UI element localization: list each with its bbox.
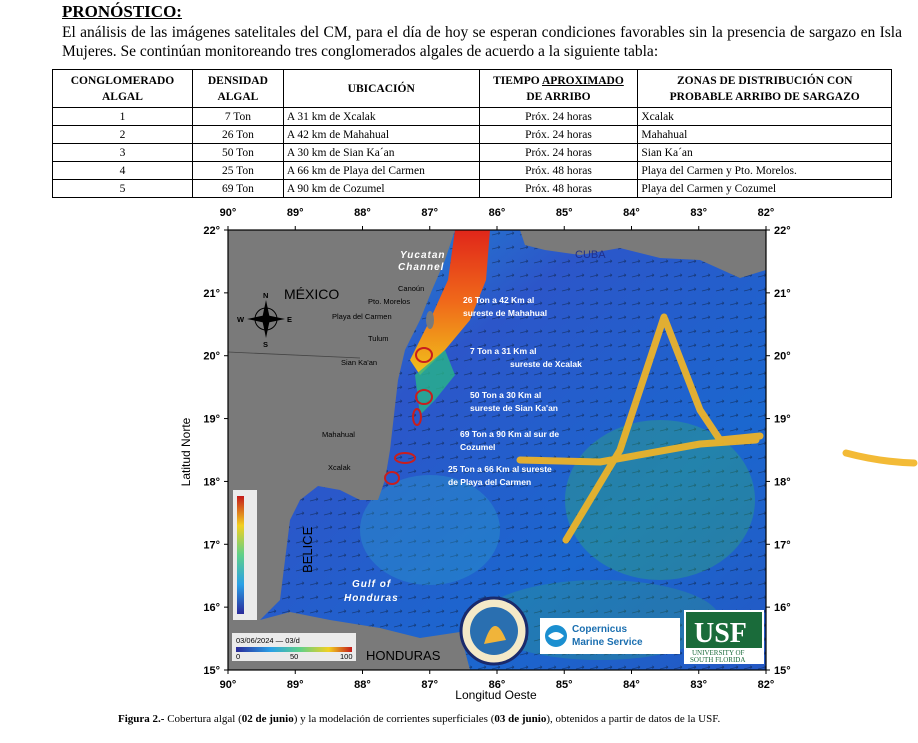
cell-time: Próx. 48 horas <box>479 180 638 198</box>
annotation-1-line2: de Playa del Carmen <box>448 477 532 487</box>
annotation-2-line2: Cozumel <box>460 442 496 452</box>
compass-e: E <box>287 315 293 324</box>
tick-lat-left: 16° <box>203 602 220 615</box>
cell-time: Próx. 24 horas <box>479 144 638 162</box>
caption-text-3: ), obtenidos a partir de datos de la USF. <box>546 713 721 725</box>
tick-lon-top: 87° <box>421 207 439 219</box>
cell-density: 26 Ton <box>192 126 283 144</box>
copernicus-text-2: Marine Service <box>572 637 643 648</box>
table-row <box>53 108 892 126</box>
header-densidad: DENSIDAD ALGAL <box>192 70 283 108</box>
tick-lon-bottom: 85° <box>555 679 573 691</box>
cell-density: 50 Ton <box>192 144 283 162</box>
cell-time: Próx. 24 horas <box>479 126 638 144</box>
annotation-4-line2: sureste de Mahahual <box>463 308 548 318</box>
label-playa: Playa del Carmen <box>332 312 392 321</box>
label-cuba: CUBA <box>575 249 606 261</box>
cell-zone: Mahahual <box>638 126 892 144</box>
cell-location: A 90 km de Cozumel <box>283 180 479 198</box>
cell-number: 1 <box>53 108 193 126</box>
label-cancun: Canoún <box>398 284 425 293</box>
tick-lat-left: 22° <box>203 225 220 237</box>
header-ubicacion: UBICACIÓN <box>283 70 479 108</box>
usf-text: USF <box>694 618 747 649</box>
forecast-arrow-tail <box>846 453 914 463</box>
legend-tick-1: 50 <box>290 652 299 661</box>
tick-lon-top: 89° <box>286 207 304 219</box>
annotation-5-line2: sureste de Xcalak <box>510 359 582 369</box>
cell-number: 4 <box>53 162 193 180</box>
tick-lon-bottom: 84° <box>623 679 640 691</box>
map-figure <box>0 200 918 710</box>
tick-lat-left: 18° <box>203 476 220 489</box>
label-pto-morelos: Pto. Morelos <box>368 297 411 306</box>
label-belice: BELICE <box>300 526 315 573</box>
cell-zone: Xcalak <box>638 108 892 126</box>
tick-lat-left: 17° <box>203 539 220 552</box>
map-svg <box>0 200 918 710</box>
tick-lon-top: 90° <box>219 207 237 219</box>
cell-number: 3 <box>53 144 193 162</box>
cozumel-island <box>426 311 434 329</box>
tick-lon-top: 82° <box>757 207 775 219</box>
cell-zone: Playa del Carmen y Cozumel <box>638 180 892 198</box>
tick-lon-bottom: 87° <box>421 679 439 691</box>
label-yucatan-2: Channel <box>398 262 445 273</box>
annotation-4-line1: 26 Ton a 42 Km al <box>463 295 535 305</box>
intro-paragraph: El análisis de las imágenes satelitales del CM, para el día de hoy se esperan condiciones favorables sin la presencia de sargazo en Isla Mujeres. Se continúan monitoreando tres conglomerados algales de acuerdo a la siguiente tabla: <box>62 24 902 60</box>
usf-logo <box>684 610 764 664</box>
legend-tick-2: 100 <box>340 652 353 661</box>
tick-lat-right: 22° <box>774 225 791 237</box>
tick-lat-right: 21° <box>774 287 791 300</box>
table-row <box>53 126 892 144</box>
label-mexico: MÉXICO <box>284 286 340 302</box>
header-tiempo: TIEMPO APROXIMADO DE ARRIBO <box>479 70 638 108</box>
header-zonas: ZONAS DE DISTRIBUCIÓN CON PROBABLE ARRIBO DE SARGAZO <box>638 70 892 108</box>
label-sian-kaan: Sian Ka'an <box>341 358 378 367</box>
tick-lon-bottom: 83° <box>690 679 708 691</box>
tick-lon-top: 88° <box>354 207 371 219</box>
cell-density: 25 Ton <box>192 162 283 180</box>
tick-lon-bottom: 88° <box>354 679 371 691</box>
annotation-1-line1: 25 Ton a 66 Km al sureste <box>448 464 552 474</box>
y-axis-label: Latitud Norte <box>179 417 193 487</box>
cell-time: Próx. 24 horas <box>479 108 638 126</box>
header-conglomerado: CONGLOMERADO ALGAL <box>53 70 193 108</box>
caption-text-1: Cobertura algal ( <box>164 713 242 725</box>
table-header-row <box>53 70 892 108</box>
page-title: PRONÓSTICO: <box>62 2 182 21</box>
caption-prefix: Figura 2.- <box>118 713 165 725</box>
tick-lat-right: 18° <box>774 476 791 489</box>
tick-lat-right: 19° <box>774 413 791 426</box>
label-tulum: Tulum <box>368 334 389 343</box>
label-honduras: HONDURAS <box>366 648 441 663</box>
tick-lat-left: 20° <box>203 350 220 363</box>
figure-caption <box>118 713 720 725</box>
cell-location: A 42 km de Mahahual <box>283 126 479 144</box>
legend-date: 03/06/2024 — 03/d <box>236 636 300 645</box>
tick-lon-bottom: 89° <box>286 679 304 691</box>
colorbar-horizontal <box>232 633 356 661</box>
label-xcalak: Xcalak <box>328 463 351 472</box>
cell-density: 7 Ton <box>192 108 283 126</box>
cell-number: 5 <box>53 180 193 198</box>
compass-s: S <box>263 340 269 349</box>
cell-zone: Playa del Carmen y Pto. Morelos. <box>638 162 892 180</box>
label-gulf-2: Honduras <box>344 593 399 604</box>
caption-text-2: ) y la modelación de corrientes superficiales ( <box>293 713 495 725</box>
tick-lat-right: 17° <box>774 539 791 552</box>
label-yucatan-1: Yucatan <box>400 250 446 261</box>
copernicus-text-1: Copernicus <box>572 624 628 635</box>
colorbar-vertical <box>233 490 257 620</box>
legend-tick-0: 0 <box>236 652 241 661</box>
cell-time: Próx. 48 horas <box>479 162 638 180</box>
cell-location: A 30 km de Sian Ka´an <box>283 144 479 162</box>
tick-lon-bottom: 86° <box>488 679 506 691</box>
label-gulf-1: Gulf of <box>352 579 392 590</box>
eddy-region <box>360 475 500 585</box>
tick-lon-top: 84° <box>623 207 640 219</box>
cmx-seal-logo <box>461 598 527 664</box>
usf-sub-1: UNIVERSITY OF <box>692 649 745 657</box>
tick-lat-left: 19° <box>203 413 220 426</box>
cell-location: A 31 km de Xcalak <box>283 108 479 126</box>
copernicus-logo <box>540 618 680 654</box>
cell-location: A 66 km de Playa del Carmen <box>283 162 479 180</box>
x-axis-label: Longitud Oeste <box>455 688 537 702</box>
tick-lon-bottom: 82° <box>757 679 775 691</box>
tick-lat-left: 21° <box>203 287 220 300</box>
usf-sub-2: SOUTH FLORIDA <box>690 656 746 664</box>
tick-lat-left: 15° <box>203 665 220 677</box>
table-row <box>53 144 892 162</box>
cell-density: 69 Ton <box>192 180 283 198</box>
tick-lon-top: 83° <box>690 207 708 219</box>
compass-n: N <box>263 291 269 300</box>
tick-lat-right: 20° <box>774 350 791 363</box>
label-mahahual: Mahahual <box>322 430 355 439</box>
compass-w: W <box>237 315 245 324</box>
annotation-2-line1: 69 Ton a 90 Km al sur de <box>460 429 560 439</box>
table-row <box>53 180 892 198</box>
caption-date-1: 02 de junio <box>241 713 294 725</box>
cell-number: 2 <box>53 126 193 144</box>
tick-lon-bottom: 90° <box>219 679 237 691</box>
tick-lat-right: 15° <box>774 665 791 677</box>
cell-zone: Sian Ka´an <box>638 144 892 162</box>
caption-date-2: 03 de junio <box>494 713 547 725</box>
tick-lon-top: 85° <box>555 207 573 219</box>
annotation-3-line1: 50 Ton a 30 Km al <box>470 390 542 400</box>
sargassum-table <box>52 69 892 198</box>
tick-lon-top: 86° <box>488 207 506 219</box>
tick-lat-right: 16° <box>774 602 791 615</box>
annotation-5-line1: 7 Ton a 31 Km al <box>470 346 537 356</box>
annotation-3-line2: sureste de Sian Ka'an <box>470 403 559 413</box>
table-row <box>53 162 892 180</box>
